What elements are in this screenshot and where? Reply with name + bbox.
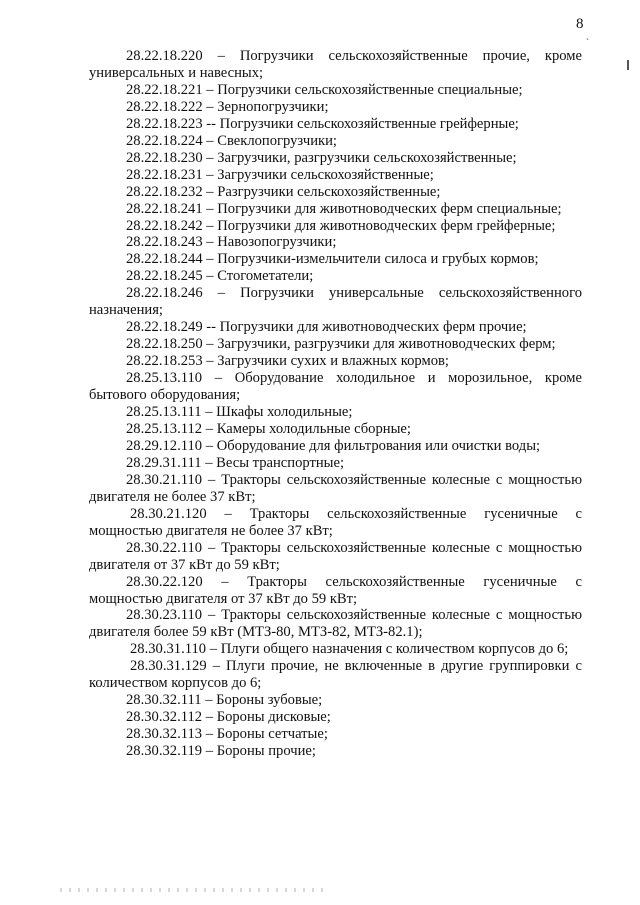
list-item (89, 184, 582, 201)
item-dash: – (205, 437, 214, 454)
list-item (89, 218, 582, 235)
item-code: 28.22.18.231 (126, 166, 203, 183)
list-item (89, 692, 582, 709)
item-text: Погрузчики сельскохозяйственные грейферные; (219, 115, 519, 132)
item-text: Бороны сетчатые; (216, 726, 328, 743)
list-item (89, 82, 582, 99)
item-text: Оборудование холодильное и морозильное, кроме бытового оборудования; (89, 370, 583, 404)
item-text: Погрузчики для животноводческих ферм грейферные; (217, 217, 556, 234)
item-dash: – (208, 539, 216, 556)
item-code: 28.25.13.112 (126, 420, 203, 437)
item-text: Оборудование для фильтрования или очистки воды; (216, 437, 541, 454)
item-text: Тракторы сельскохозяйственные колесные с мощностью двигателя от 37 кВт до 59 кВт; (89, 539, 582, 573)
list-item (89, 404, 582, 421)
item-code: 28.25.13.111 (126, 404, 202, 421)
list-item (89, 726, 582, 743)
item-code: 28.22.18.223 (126, 115, 203, 132)
item-dash: – (206, 353, 214, 370)
list-item (89, 370, 582, 404)
page-number: 8 (576, 16, 584, 32)
item-code: 28.30.32.112 (126, 709, 203, 726)
item-text: Погрузчики-измельчители силоса и грубых кормов; (217, 251, 539, 268)
list-item (89, 438, 582, 455)
item-text: Камеры холодильные сборные; (216, 420, 411, 437)
list-item (89, 421, 582, 438)
item-code: 28.30.32.111 (126, 692, 202, 709)
item-text: Тракторы сельскохозяйственные колесные с мощностью двигателя более 59 кВт (МТЗ-80, МТЗ-82, МТЗ-82.1); (89, 607, 582, 641)
item-dash: – (205, 692, 213, 709)
list-item (89, 319, 582, 336)
item-text: Загрузчики сухих и влажных кормов; (217, 353, 449, 370)
item-text: Бороны зубовые; (216, 692, 323, 709)
item-code: 28.22.18.243 (126, 234, 203, 251)
corner-mark: ˎ (586, 30, 589, 40)
item-code: 28.29.31.111 (126, 454, 202, 471)
item-text: Загрузчики сельскохозяйственные; (217, 166, 434, 183)
item-dash: – (206, 166, 214, 183)
item-dash: – (206, 336, 214, 353)
item-dash: – (205, 420, 214, 437)
list-item (89, 285, 582, 319)
list-item (89, 251, 582, 268)
list-item (89, 99, 582, 116)
list-item (89, 353, 582, 370)
item-text: Погрузчики сельскохозяйственные специальные; (217, 81, 523, 98)
item-code: 28.30.21.110 (126, 471, 203, 488)
item-code: 28.22.18.221 (126, 81, 203, 98)
item-dash: – (224, 505, 232, 522)
item-dash: – (206, 217, 214, 234)
item-dash: – (206, 98, 214, 115)
item-text: Погрузчики универсальные сельскохозяйственного назначения; (89, 285, 582, 319)
list-item (89, 48, 582, 82)
item-text: Зернопогрузчики; (217, 98, 329, 115)
item-code: 28.22.18.222 (126, 98, 203, 115)
item-text: Шкафы холодильные; (216, 404, 353, 421)
item-code: 28.30.32.113 (126, 726, 203, 743)
item-dash: – (209, 641, 218, 658)
item-text: Бороны прочие; (216, 743, 316, 760)
item-code: 28.22.18.242 (126, 217, 203, 234)
item-text: Свеклопогрузчики; (217, 132, 337, 149)
item-dash: -- (206, 115, 217, 132)
item-code: 28.30.21.120 (130, 505, 207, 522)
item-code: 28.30.32.119 (126, 743, 203, 760)
item-code: 28.22.18.250 (126, 336, 203, 353)
item-code: 28.22.18.241 (126, 200, 203, 217)
item-code: 28.30.31.129 (130, 658, 207, 675)
item-dash: – (206, 183, 214, 200)
list-item (89, 234, 582, 251)
item-code: 28.29.12.110 (126, 437, 203, 454)
list-item (89, 268, 582, 285)
item-dash: -- (206, 319, 217, 336)
item-text: Плуги общего назначения с количеством корпусов до 6; (220, 641, 569, 658)
item-dash: – (208, 471, 216, 488)
scan-artifact (60, 888, 330, 892)
item-dash: – (205, 709, 214, 726)
item-text: Разгрузчики сельскохозяйственные; (217, 183, 441, 200)
item-text: Погрузчики для животноводческих ферм прочие; (219, 319, 527, 336)
list-item (89, 336, 582, 353)
list-item (89, 743, 582, 760)
item-code: 28.30.22.110 (126, 539, 203, 556)
item-text: Навозопогрузчики; (217, 234, 337, 251)
item-code: 28.30.23.110 (126, 607, 203, 624)
item-code: 28.22.18.246 (126, 285, 203, 302)
item-code: 28.22.18.220 (126, 48, 203, 64)
item-dash: – (206, 81, 214, 98)
item-code: 28.22.18.224 (126, 132, 203, 149)
item-text: Тракторы сельскохозяйственные гусеничные с мощностью двигателя не более 37 кВт; (89, 505, 583, 539)
item-dash: – (217, 285, 226, 302)
list-item (89, 472, 582, 506)
list-item (89, 709, 582, 726)
item-text: Весы транспортные; (216, 454, 345, 471)
list-item (89, 607, 582, 641)
list-item (89, 506, 582, 540)
item-code: 28.25.13.110 (126, 370, 203, 387)
item-dash: – (206, 200, 214, 217)
item-dash: – (205, 726, 214, 743)
item-code: 28.22.18.232 (126, 183, 203, 200)
list-item (89, 641, 582, 658)
item-text: Тракторы сельскохозяйственные гусеничные с мощностью двигателя от 37 кВт до 59 кВт; (89, 573, 583, 607)
item-dash: – (212, 658, 220, 675)
item-code: 28.22.18.249 (126, 319, 203, 336)
list-item (89, 455, 582, 472)
item-text: Погрузчики для животноводческих ферм специальные; (217, 200, 562, 217)
item-dash: – (217, 48, 225, 64)
item-dash: – (206, 149, 214, 166)
item-dash: – (221, 573, 229, 590)
list-item (89, 658, 582, 692)
item-text: Плуги прочие, не включенные в другие группировки с количеством корпусов до 6; (89, 658, 582, 692)
item-text: Загрузчики, разгрузчики для животноводческих ферм; (217, 336, 556, 353)
item-dash: – (205, 743, 214, 760)
item-dash: – (206, 251, 214, 268)
classifier-list (89, 48, 582, 760)
item-dash: – (214, 370, 223, 387)
list-item (89, 150, 582, 167)
list-item (89, 116, 582, 133)
item-code: 28.30.31.110 (130, 641, 207, 658)
item-text: Загрузчики, разгрузчики сельскохозяйственные; (217, 149, 517, 166)
list-item (89, 574, 582, 608)
list-item (89, 167, 582, 184)
item-code: 28.22.18.230 (126, 149, 203, 166)
item-text: Стогометатели; (217, 268, 314, 285)
item-code: 28.22.18.244 (126, 251, 203, 268)
item-dash: – (206, 234, 214, 251)
item-code: 28.22.18.245 (126, 268, 203, 285)
list-item (89, 540, 582, 574)
item-code: 28.30.22.120 (126, 573, 203, 590)
item-dash: – (206, 132, 214, 149)
list-item (89, 201, 582, 218)
item-dash: – (208, 607, 216, 624)
item-dash: – (205, 454, 213, 471)
item-text: Погрузчики сельскохозяйственные прочие, кроме универсальных и навесных; (89, 48, 583, 81)
item-code: 28.22.18.253 (126, 353, 203, 370)
scan-edge-mark (627, 60, 629, 70)
item-text: Бороны дисковые; (216, 709, 331, 726)
item-dash: – (205, 404, 213, 421)
item-text: Тракторы сельскохозяйственные колесные с мощностью двигателя не более 37 кВт; (89, 471, 582, 505)
list-item (89, 133, 582, 150)
item-dash: – (206, 268, 214, 285)
